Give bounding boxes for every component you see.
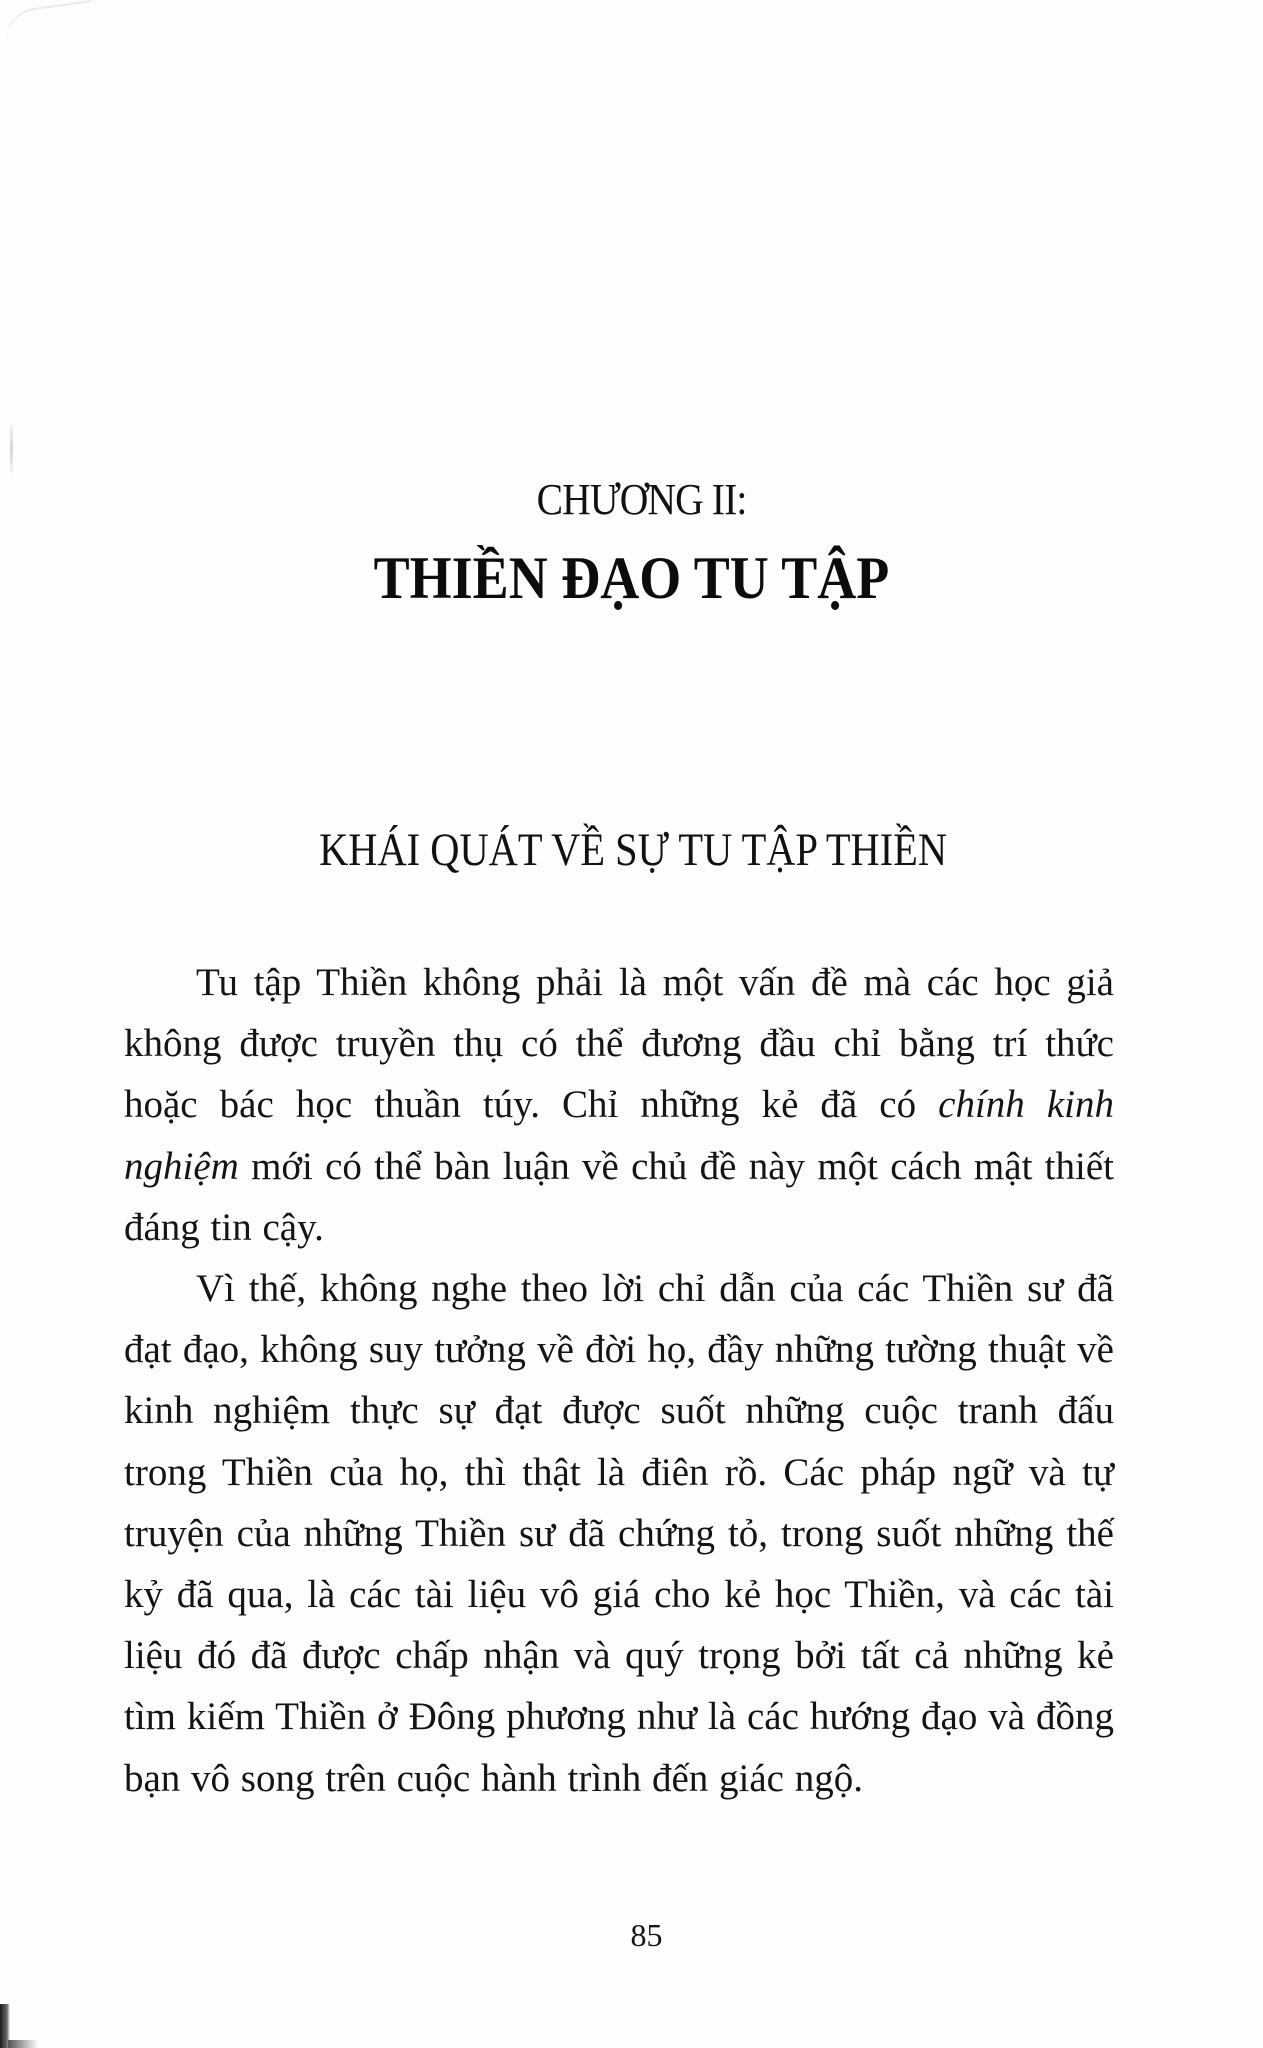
page-corner-curl	[2, 0, 96, 44]
paragraph-1	[124, 952, 1114, 1258]
body-text	[124, 952, 1114, 1809]
paragraph-1-text-end: mới có thể bàn luận về chủ đề này một cách mật thiết đáng tin cậy.	[124, 1144, 1114, 1249]
page-bottom-shadow-edge	[8, 2040, 38, 2048]
paragraph-2: Vì thế, không nghe theo lời chỉ dẫn của các Thiền sư đã đạt đạo, không suy tưởng về đời họ, đầy những tường thuật về kinh nghiệm thực sự đạt được suốt những cuộc tranh đấu trong Thiền của họ, thì thật là điên rồ. Các pháp ngữ và tự truyện của những Thiền sư đã chứng tỏ, trong suốt những thế kỷ đã qua, là các tài liệu vô giá cho kẻ học Thiền, và các tài liệu đó đã được chấp nhận và quý trọng bởi tất cả những kẻ tìm kiếm Thiền ở Đông phương như là các hướng đạo và đồng bạn vô song trên cuộc hành trình đến giác ngộ.	[124, 1267, 1114, 1800]
page-edge-mark	[10, 425, 13, 473]
section-heading-text: KHÁI QUÁT VỀ SỰ TU TẬP THIỀN	[319, 824, 948, 876]
section-heading	[0, 826, 1263, 874]
paragraph-1-text-start: Tu tập Thiền không phải là một vấn đề mà các học giả không được truyền thụ có thể đương đầu chỉ bằng trí thức hoặc bác học thuần túy. Chỉ những kẻ đã có	[124, 961, 1114, 1127]
chapter-title	[0, 545, 1263, 611]
chapter-label-text: CHƯƠNG II:	[536, 475, 747, 524]
paragraph-1-italic-phrase: chính kinh nghiệm	[124, 1083, 1114, 1188]
chapter-label	[0, 475, 1263, 524]
chapter-title-text: THIỀN ĐẠO TU TẬP	[373, 545, 890, 611]
page-number: 85	[630, 1917, 663, 1953]
